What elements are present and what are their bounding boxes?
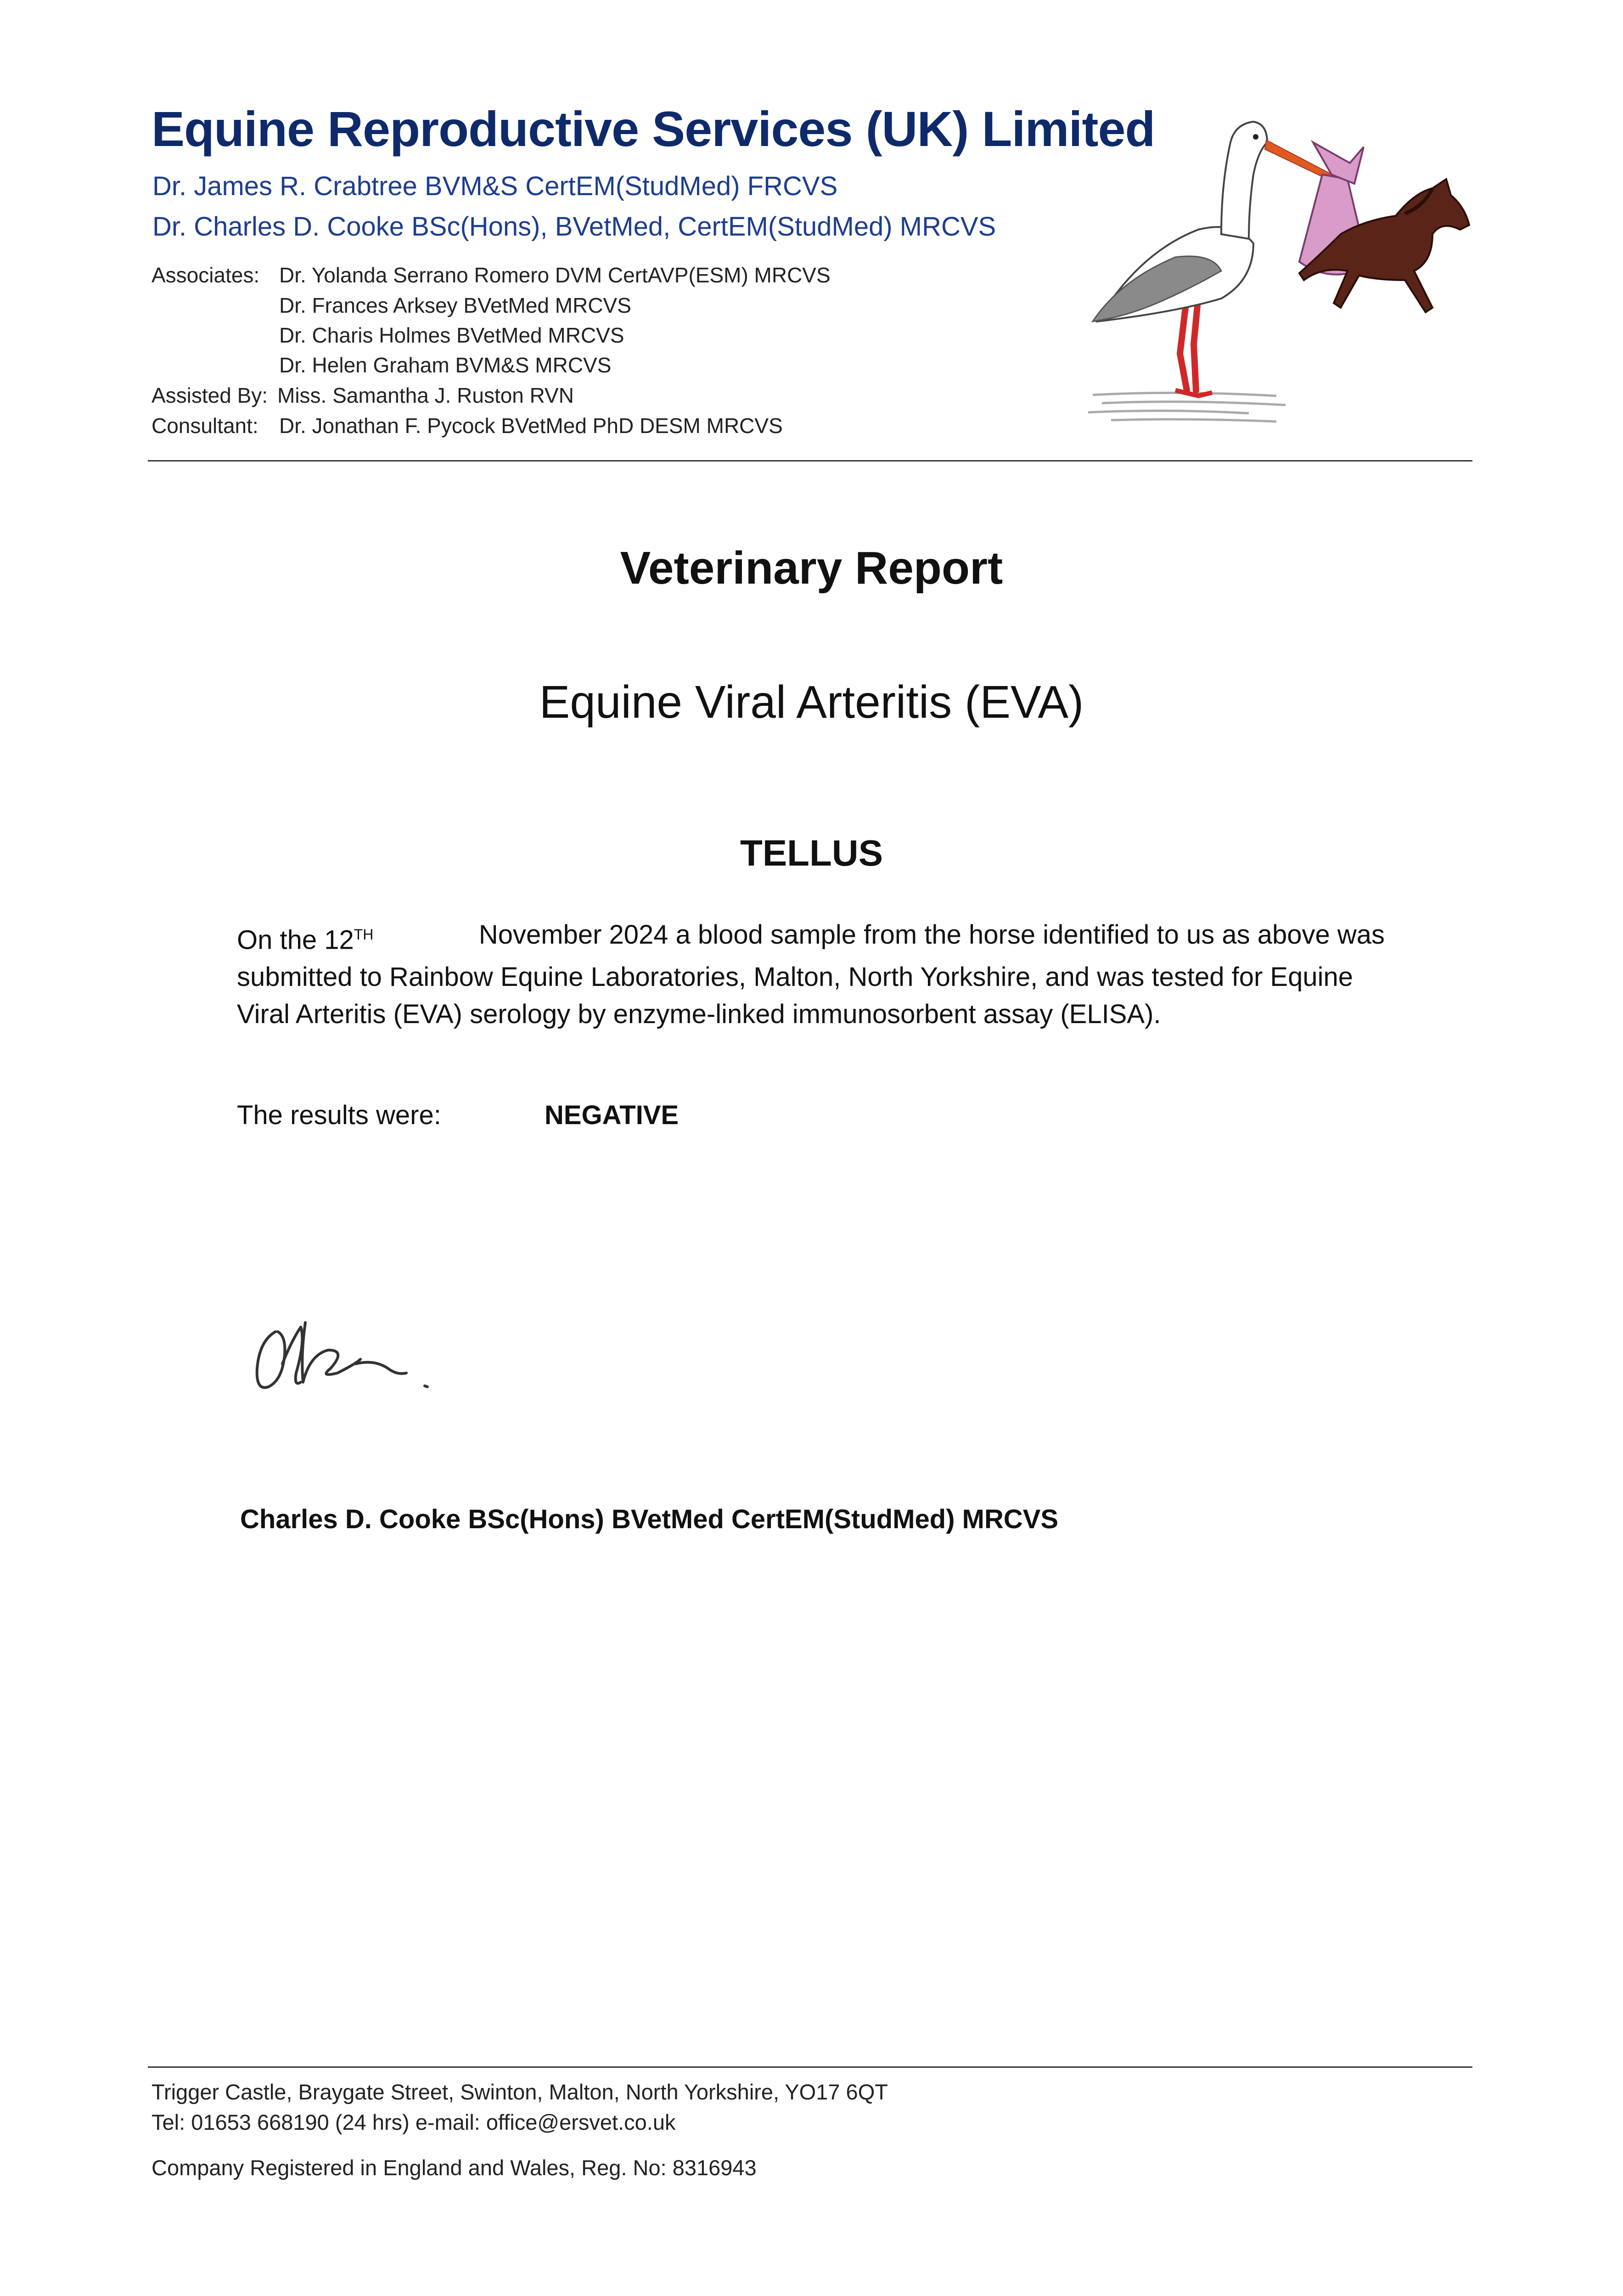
- horse-name: TELLUS: [740, 833, 883, 873]
- date-superscript: TH: [354, 926, 374, 943]
- para-date-lead: On the 12TH: [237, 925, 374, 955]
- footer-address: Trigger Castle, Braygate Street, Swinton, Malton, North Yorkshire, YO17 6QT: [152, 2080, 888, 2104]
- results-value: NEGATIVE: [545, 1100, 679, 1130]
- report-subtitle: Equine Viral Arteritis (EVA): [539, 676, 1084, 728]
- results-label: The results were:: [237, 1100, 441, 1130]
- company-name: Equine Reproductive Services (UK) Limited: [152, 101, 1155, 157]
- associate-2: Dr. Frances Arksey BVetMed MRCVS: [279, 293, 631, 317]
- partner-1: Dr. James R. Crabtree BVM&S CertEM(StudMed) FRCVS: [152, 171, 838, 201]
- footer-contact: Tel: 01653 668190 (24 hrs) e-mail: office@ersvet.co.uk: [152, 2110, 676, 2134]
- report-title: Veterinary Report: [620, 542, 1003, 594]
- consultant-label: Consultant:: [152, 414, 258, 438]
- associate-3: Dr. Charis Holmes BVetMed MRCVS: [279, 323, 624, 347]
- header-divider: [148, 460, 1472, 461]
- signatory-name: Charles D. Cooke BSc(Hons) BVetMed CertEM(StudMed) MRCVS: [240, 1504, 1059, 1534]
- assisted-name: Miss. Samantha J. Ruston RVN: [277, 383, 574, 407]
- associate-4: Dr. Helen Graham BVM&S MRCVS: [279, 353, 612, 377]
- para-line-3: Viral Arteritis (EVA) serology by enzyme-linked immunosorbent assay (ELISA).: [237, 999, 1161, 1030]
- footer-registration: Company Registered in England and Wales, Reg. No: 8316943: [152, 2155, 757, 2180]
- handwritten-signature-icon: [250, 1313, 461, 1405]
- report-paragraph: [237, 916, 1385, 1033]
- para-line-2b: and was tested for Equine: [1045, 962, 1353, 992]
- para-line-1: November 2024 a blood sample from the horse identified to us as above was: [478, 920, 1385, 950]
- para-line-2a: submitted to Rainbow Equine Laboratories, Malton, North Yorkshire,: [237, 962, 1038, 992]
- assisted-label: Assisted By:: [152, 383, 268, 407]
- stork-carrying-foal-logo-icon: [1084, 115, 1474, 432]
- consultant-name: Dr. Jonathan F. Pycock BVetMed PhD DESM MRCVS: [279, 414, 783, 438]
- partner-2: Dr. Charles D. Cooke BSc(Hons), BVetMed, CertEM(StudMed) MRCVS: [152, 212, 996, 242]
- associates-label: Associates:: [152, 263, 260, 287]
- associate-1: Dr. Yolanda Serrano Romero DVM CertAVP(ESM) MRCVS: [279, 263, 831, 287]
- footer-divider: [148, 2066, 1472, 2068]
